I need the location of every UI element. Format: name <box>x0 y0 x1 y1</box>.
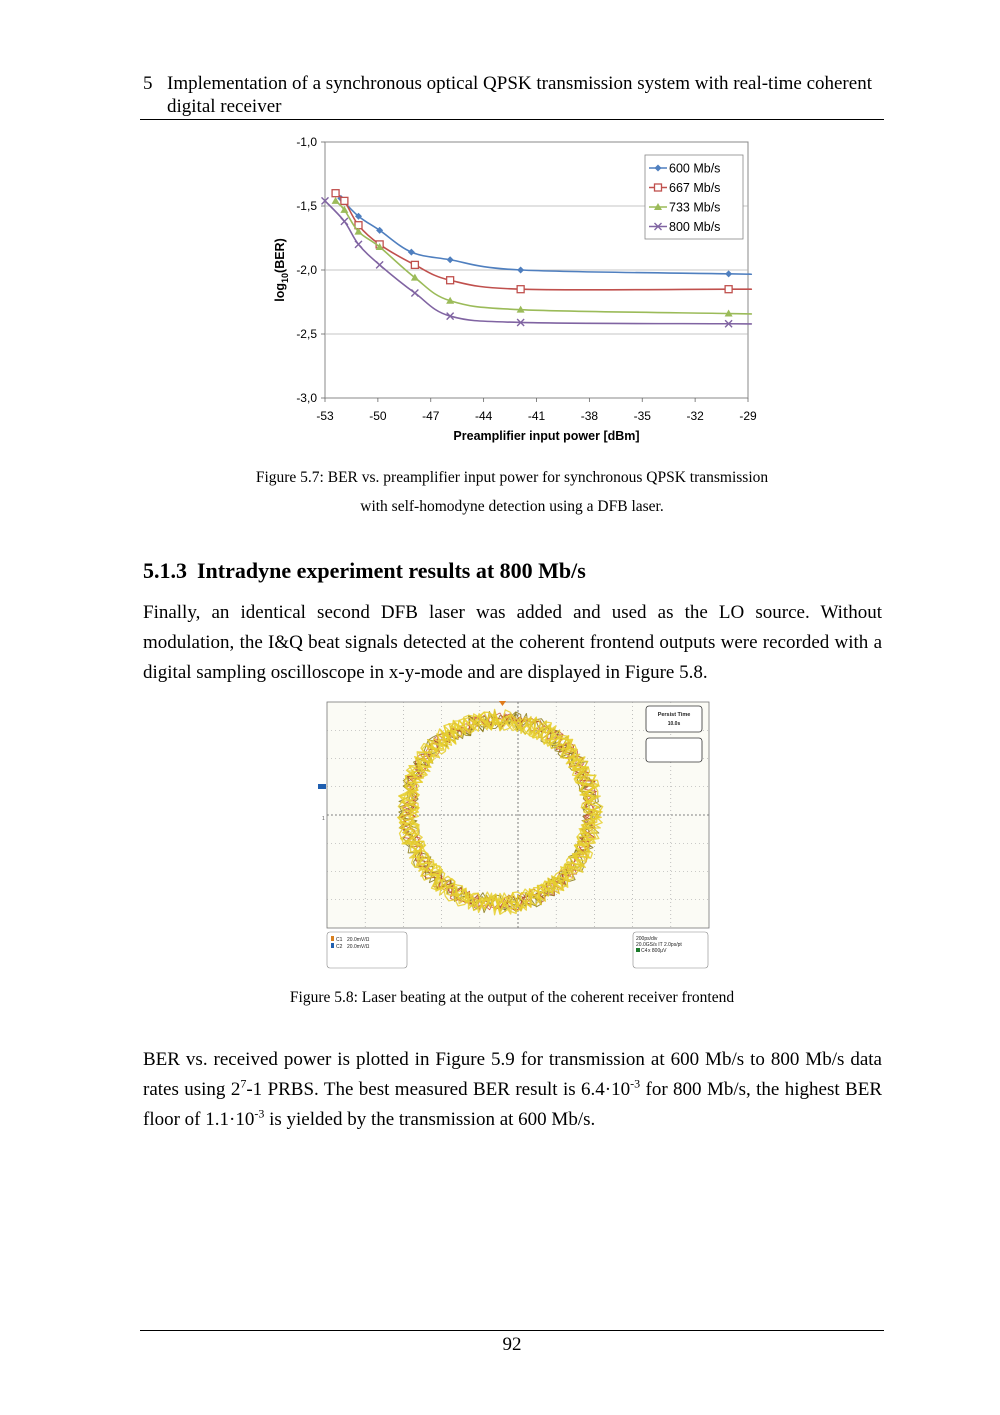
section-heading <box>143 558 586 584</box>
c2-label: C2 <box>336 944 343 950</box>
section-number: 5.1.3 <box>143 558 187 583</box>
para2-sup-2: -3 <box>630 1076 641 1091</box>
para2-text-3: for 800 Mb/s, the highest BER floor of 1.1·10 <box>143 1079 882 1130</box>
persist-time-box <box>646 706 702 732</box>
figure-5-7-caption-line2: with self-homodyne detection using a DFB laser. <box>360 498 664 515</box>
para2-text-4: is yielded by the transmission at 600 Mb/s. <box>264 1109 596 1130</box>
legend-label: 733 Mb/s <box>669 200 721 215</box>
x-tick-label: -41 <box>527 409 546 423</box>
c4-value: x 800μV <box>648 948 667 954</box>
figure-5-8-caption: Figure 5.8: Laser beating at the output of the coherent receiver frontend <box>289 989 735 1006</box>
legend-label: 667 Mb/s <box>669 181 721 195</box>
x-tick-label: -50 <box>369 409 387 423</box>
legend-label: 600 Mb/s <box>669 161 721 176</box>
data-point <box>725 286 732 293</box>
data-point <box>517 286 524 293</box>
data-point <box>332 190 339 197</box>
c1-label: C1 <box>336 937 343 943</box>
footer-rule <box>140 1330 884 1331</box>
y-tick-label: -2,0 <box>296 263 317 277</box>
x-tick-label: -44 <box>474 409 493 423</box>
data-point <box>447 277 454 284</box>
chapter-title: Implementation of a synchronous optical QPSK transmission system with real-time coherent digital receiver <box>167 73 872 117</box>
y-tick-label: -2,5 <box>296 327 317 341</box>
paragraph-ber-results <box>143 1045 882 1135</box>
x-tick-label: -32 <box>686 409 704 423</box>
y-tick-label: -3,0 <box>296 391 317 405</box>
channel-one-marker: 1 <box>322 816 325 822</box>
legend-label: 800 Mb/s <box>669 220 721 234</box>
channel-marker-icon <box>318 784 326 789</box>
sample-rate-value: 20.0GS/s IT 2.0ps/pt <box>636 942 682 948</box>
x-axis-label: Preamplifier input power [dBm] <box>453 429 640 443</box>
paragraph-intradyne: Finally, an identical second DFB laser was added and used as the LO source. Without modulation, the I&Q beat signals detected at the coherent frontend outputs were recorded with a digital sampling oscilloscope in x-y-mode and are displayed in Figure 5.8. <box>143 602 882 683</box>
para2-sup-3: -3 <box>254 1106 265 1121</box>
data-point <box>411 261 418 268</box>
data-point <box>655 184 662 191</box>
chapter-number: 5 <box>143 73 153 94</box>
y-tick-label: -1,0 <box>296 135 317 149</box>
figure-5-7-caption-line1: Figure 5.7: BER vs. preamplifier input power for synchronous QPSK transmission <box>255 469 769 486</box>
header-rule <box>140 119 884 120</box>
oscilloscope-screenshot <box>310 698 710 970</box>
c4-color-icon <box>636 948 640 952</box>
page-number: 92 <box>502 1334 522 1355</box>
c1-value: 20.0mV/Ω <box>347 937 370 943</box>
ber-chart <box>260 130 780 455</box>
data-point <box>341 197 348 204</box>
para2-text-2: -1 PRBS. The best measured BER result is 6.4·10 <box>246 1079 631 1100</box>
x-tick-label: -38 <box>580 409 599 423</box>
para2-text-1: BER vs. received power is plotted in Figure 5.9 for transmission at 600 Mb/s to 800 Mb/s data rates using 2 <box>143 1049 882 1100</box>
section-title: Intradyne experiment results at 800 Mb/s <box>197 558 586 583</box>
x-tick-label: -35 <box>633 409 651 423</box>
y-tick-label: -1,5 <box>296 199 317 213</box>
y-axis-label: $\log_{10}(BER)$ <box>273 238 290 302</box>
timebase-value: 200ps/div <box>636 936 658 942</box>
persist-time-value: 10.0s <box>667 721 681 727</box>
c2-value: 20.0mV/Ω <box>347 944 370 950</box>
c4-label: C4 <box>641 948 648 954</box>
c1-color-icon <box>331 936 334 941</box>
x-tick-label: -47 <box>422 409 440 423</box>
persist-time-label: Persist Time <box>657 712 691 718</box>
para2-sup-1: 7 <box>240 1076 247 1091</box>
x-tick-label: -29 <box>739 409 757 423</box>
c2-color-icon <box>331 943 334 948</box>
empty-status-box <box>646 738 702 762</box>
x-tick-label: -53 <box>316 409 334 423</box>
